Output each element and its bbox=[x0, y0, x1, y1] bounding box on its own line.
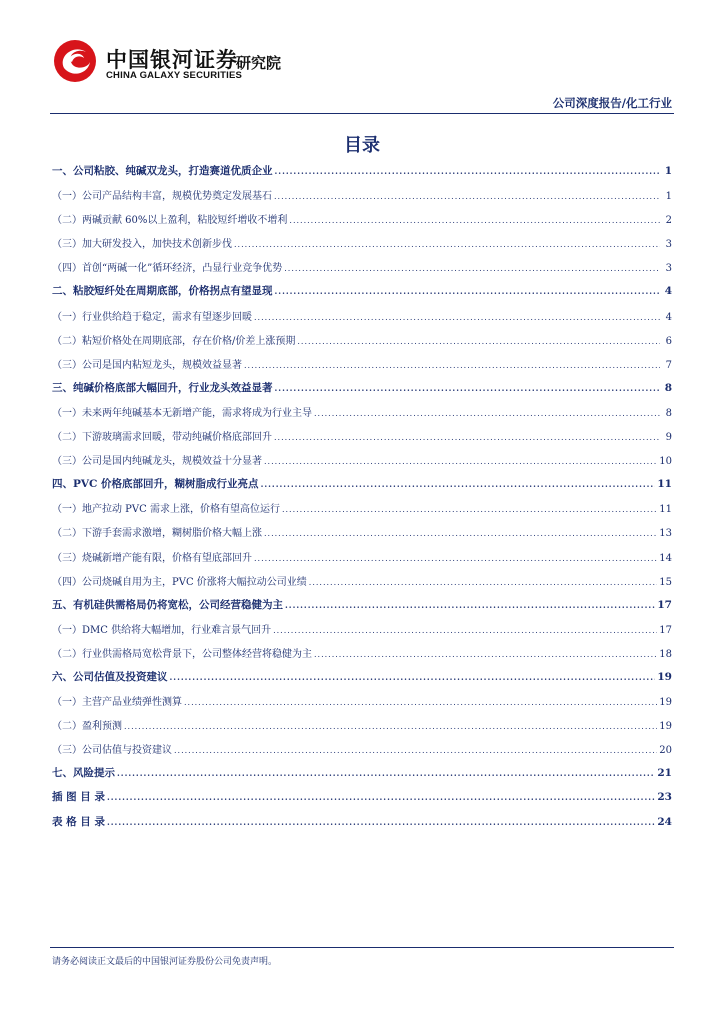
toc-entry-title: （一）主营产品业绩弹性测算 bbox=[52, 697, 182, 709]
toc-entry-title: 一、公司粘胶、纯碱双龙头，打造赛道优质企业 bbox=[52, 165, 273, 177]
toc-page-number: 19 bbox=[659, 721, 672, 733]
logo-english-name: CHINA GALAXY SECURITIES bbox=[106, 70, 243, 81]
toc-entry-title: 六、公司估值及投资建议 bbox=[52, 670, 168, 683]
toc-subsection-entry[interactable] bbox=[52, 573, 672, 597]
toc-subsection-entry[interactable] bbox=[52, 693, 672, 717]
toc-entry-title: （三）烧碱新增产能有限，价格有望底部回升 bbox=[52, 552, 252, 564]
toc-leader-dots bbox=[107, 817, 655, 827]
toc-entry-title: （四）首创“两碱一化”循环经济，凸显行业竞争优势 bbox=[52, 263, 283, 275]
toc-subsection-entry[interactable] bbox=[52, 404, 672, 428]
toc-leader-dots bbox=[314, 650, 657, 659]
toc-leader-dots bbox=[274, 192, 660, 201]
toc-section-entry[interactable] bbox=[52, 163, 672, 187]
toc-page-number: 18 bbox=[659, 648, 672, 660]
toc-page-number: 10 bbox=[659, 456, 672, 468]
toc-subsection-entry[interactable] bbox=[52, 741, 672, 765]
report-type: 公司深度报告/化工行业 bbox=[552, 96, 672, 110]
toc-page-number: 8 bbox=[665, 407, 672, 419]
toc-subsection-entry[interactable] bbox=[52, 500, 672, 524]
toc-entry-title: （四）公司烧碱自用为主，PVC 价涨将大幅拉动公司业绩 bbox=[52, 576, 307, 588]
toc-leader-dots bbox=[273, 626, 657, 635]
toc-page-number: 17 bbox=[657, 598, 672, 611]
toc-entry-title: （一）行业供给趋于稳定，需求有望逐步回暖 bbox=[52, 311, 252, 323]
toc-page-number: 3 bbox=[665, 263, 672, 275]
toc-leader-dots bbox=[264, 457, 657, 466]
toc-entry-title: （二）盈利预测 bbox=[52, 721, 122, 733]
toc-subsection-entry[interactable] bbox=[52, 332, 672, 356]
toc-subsection-entry[interactable] bbox=[52, 308, 672, 332]
toc-entry-title: （二）下游玻璃需求回暖，带动纯碱价格底部回升 bbox=[52, 432, 272, 444]
toc-page-number: 2 bbox=[665, 215, 672, 227]
footer-disclaimer: 请务必阅读正文最后的中国银河证券股份公司免责声明。 bbox=[52, 957, 278, 967]
toc-entry-title: （二）行业供需格局宽松背景下，公司整体经营将稳健为主 bbox=[52, 648, 312, 660]
toc-subsection-entry[interactable] bbox=[52, 428, 672, 452]
toc-leader-dots bbox=[170, 672, 656, 682]
toc-leader-dots bbox=[244, 361, 660, 370]
toc-leader-dots bbox=[275, 166, 661, 176]
toc-page-number: 19 bbox=[657, 670, 672, 683]
toc-subsection-entry[interactable] bbox=[52, 211, 672, 235]
toc-page-number: 9 bbox=[665, 432, 672, 444]
toc-page-number: 13 bbox=[659, 528, 672, 540]
toc-section-entry[interactable] bbox=[52, 283, 672, 307]
toc-entry-title: 四、PVC 价格底部回升，糊树脂成行业亮点 bbox=[52, 478, 259, 491]
toc-subsection-entry[interactable] bbox=[52, 549, 672, 573]
toc-section-entry[interactable] bbox=[52, 814, 672, 838]
toc-leader-dots bbox=[282, 505, 657, 514]
toc-entry-title: （二）两碱贡献 60%以上盈利，粘胶短纤增收不增利 bbox=[52, 215, 288, 227]
toc-page-number: 1 bbox=[664, 165, 672, 177]
toc-page-number: 14 bbox=[659, 552, 672, 564]
toc-subsection-entry[interactable] bbox=[52, 621, 672, 645]
toc-leader-dots bbox=[254, 313, 660, 322]
toc-subsection-entry[interactable] bbox=[52, 259, 672, 283]
toc-subsection-entry[interactable] bbox=[52, 645, 672, 669]
toc-entry-title: （三）公司估值与投资建议 bbox=[52, 745, 172, 757]
toc-title: 目录 bbox=[344, 135, 380, 156]
logo-institute: 研究院 bbox=[236, 54, 282, 72]
toc-entry-title: （三）加大研发投入，加快技术创新步伐 bbox=[52, 239, 232, 251]
toc-subsection-entry[interactable] bbox=[52, 524, 672, 548]
toc-leader-dots bbox=[274, 433, 660, 442]
toc-page-number: 21 bbox=[657, 767, 672, 780]
toc-leader-dots bbox=[184, 698, 657, 707]
toc-entry-title: （二）粘短价格处在周期底部，存在价格/价差上涨预期 bbox=[52, 335, 296, 347]
table-of-contents bbox=[52, 163, 672, 838]
toc-leader-dots bbox=[275, 383, 661, 393]
toc-page-number: 3 bbox=[665, 239, 672, 251]
toc-page-number: 6 bbox=[665, 335, 672, 347]
toc-leader-dots bbox=[297, 337, 660, 346]
header-divider bbox=[50, 113, 674, 114]
toc-entry-title: 表 格 目 录 bbox=[52, 815, 105, 828]
toc-leader-dots bbox=[124, 722, 657, 731]
toc-section-entry[interactable] bbox=[52, 669, 672, 693]
toc-page-number: 20 bbox=[659, 745, 672, 757]
toc-entry-title: （一）地产拉动 PVC 需求上涨，价格有望高位运行 bbox=[52, 504, 280, 516]
toc-leader-dots bbox=[234, 240, 660, 249]
toc-entry-title: 七、风险提示 bbox=[52, 767, 115, 780]
toc-entry-title: 五、有机硅供需格局仍将宽松，公司经营稳健为主 bbox=[52, 598, 283, 611]
toc-page-number: 15 bbox=[659, 576, 672, 588]
toc-subsection-entry[interactable] bbox=[52, 717, 672, 741]
toc-page-number: 23 bbox=[657, 791, 672, 804]
toc-section-entry[interactable] bbox=[52, 380, 672, 404]
toc-leader-dots bbox=[264, 529, 657, 538]
company-logo bbox=[52, 38, 302, 88]
toc-page-number: 1 bbox=[665, 191, 672, 203]
toc-section-entry[interactable] bbox=[52, 597, 672, 621]
toc-page-number: 11 bbox=[657, 478, 672, 491]
toc-section-entry[interactable] bbox=[52, 789, 672, 813]
toc-section-entry[interactable] bbox=[52, 476, 672, 500]
toc-subsection-entry[interactable] bbox=[52, 187, 672, 211]
toc-entry-title: 插 图 目 录 bbox=[52, 791, 105, 804]
toc-entry-title: （三）公司是国内粘短龙头，规模效益显著 bbox=[52, 359, 242, 371]
toc-subsection-entry[interactable] bbox=[52, 452, 672, 476]
toc-entry-title: 二、粘胶短纤处在周期底部，价格拐点有望显现 bbox=[52, 285, 273, 298]
toc-leader-dots bbox=[314, 409, 660, 418]
logo-chinese-name: 中国银河证券 bbox=[106, 48, 238, 72]
toc-entry-title: （一）DMC 供给将大幅增加，行业难言景气回升 bbox=[52, 624, 272, 636]
toc-leader-dots bbox=[117, 768, 655, 778]
toc-page-number: 4 bbox=[664, 285, 672, 298]
toc-entry-title: 三、纯碱价格底部大幅回升，行业龙头效益显著 bbox=[52, 381, 273, 394]
toc-subsection-entry[interactable] bbox=[52, 356, 672, 380]
toc-page-number: 8 bbox=[664, 381, 672, 394]
toc-page-number: 11 bbox=[659, 504, 672, 516]
toc-leader-dots bbox=[254, 554, 657, 563]
toc-section-entry[interactable] bbox=[52, 765, 672, 789]
toc-leader-dots bbox=[289, 216, 660, 225]
toc-page-number: 4 bbox=[665, 311, 672, 323]
toc-page-number: 7 bbox=[665, 359, 672, 371]
toc-entry-title: （一）公司产品结构丰富，规模优势奠定发展基石 bbox=[52, 191, 272, 203]
toc-page-number: 17 bbox=[659, 624, 672, 636]
toc-page-number: 19 bbox=[659, 697, 672, 709]
page-header bbox=[0, 0, 724, 120]
toc-entry-title: （三）公司是国内纯碱龙头，规模效益十分显著 bbox=[52, 456, 262, 468]
toc-page-number: 24 bbox=[657, 815, 672, 828]
toc-entry-title: （二）下游手套需求激增，糊树脂价格大幅上涨 bbox=[52, 528, 262, 540]
toc-leader-dots bbox=[309, 578, 657, 587]
toc-leader-dots bbox=[284, 264, 660, 273]
galaxy-logo-icon bbox=[52, 38, 98, 84]
toc-leader-dots bbox=[261, 479, 656, 489]
toc-leader-dots bbox=[285, 600, 655, 610]
toc-leader-dots bbox=[174, 746, 657, 755]
footer-divider bbox=[50, 947, 674, 948]
toc-entry-title: （一）未来两年纯碱基本无新增产能，需求将成为行业主导 bbox=[52, 407, 312, 419]
toc-leader-dots bbox=[107, 792, 655, 802]
toc-subsection-entry[interactable] bbox=[52, 235, 672, 259]
toc-leader-dots bbox=[275, 286, 661, 296]
